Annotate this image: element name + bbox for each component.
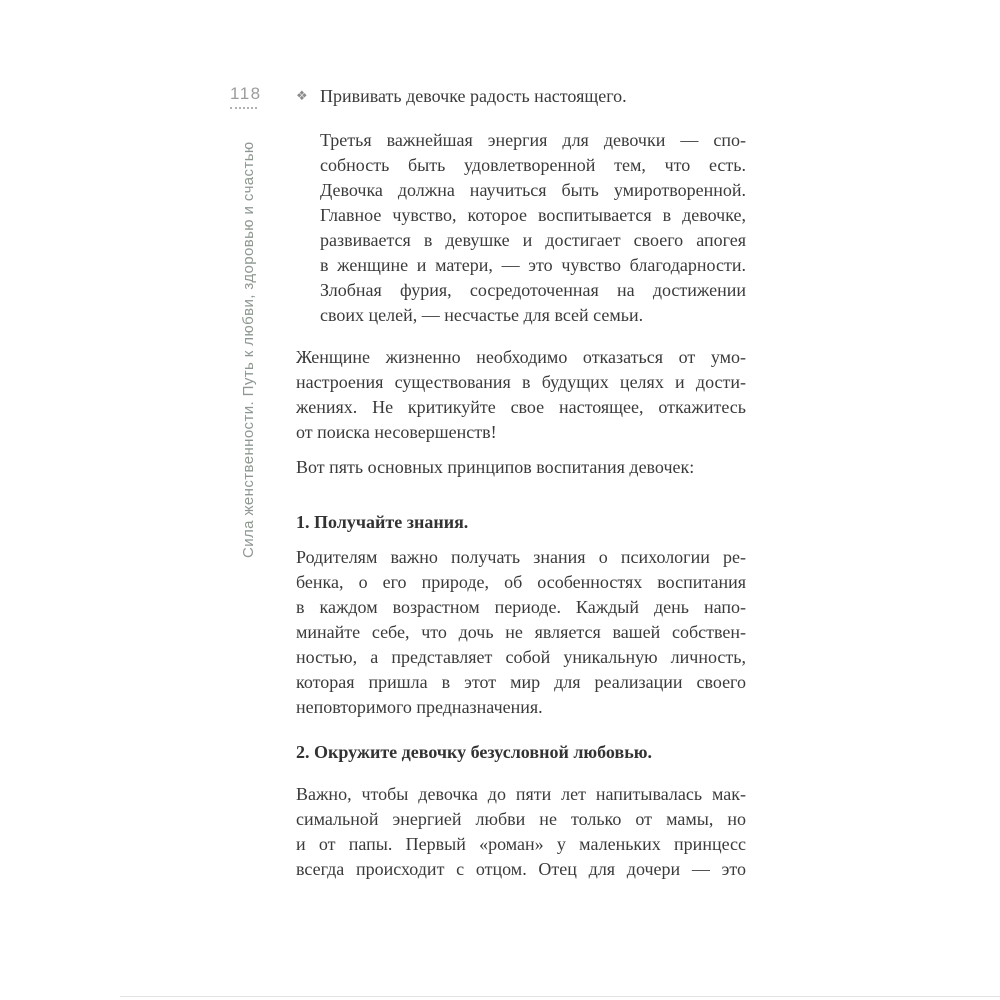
text-line: Важно, чтобы девочка до пяти лет напитывалась мак- [296,784,746,804]
text-line: неповторимого предназначения. [296,697,543,717]
text-line: минайте себе, что дочь не является вашей собствен- [296,622,746,642]
book-title-text: Сила женственности. Путь к любви, здоровью и счастью [240,141,257,558]
diamond-bullet-icon: ❖ [296,89,308,104]
list-item [296,84,746,109]
text-line: в каждом возрастном периоде. Каждый день напо- [296,597,746,617]
text-line: своих целей, — несчастье для всей семьи. [320,305,644,325]
paragraph-mindset [296,345,746,445]
paragraph-principle-2 [296,782,746,882]
text-line: симальной энергией любви не только от мамы, но [296,809,746,829]
page-number-block [230,84,262,109]
book-title-vertical [237,130,261,558]
text-column [296,84,746,882]
text-line: собность быть удовлетворенной тем, что есть. [320,155,746,175]
text-line: которая пришла в этот мир для реализации своего [296,672,746,692]
text-line: развивается в девушке и достигает своего апогея [320,230,746,250]
text-line: Злобная фурия, сосредоточенная на достижении [320,280,746,300]
page-number-dots [230,107,257,109]
text-line: Третья важнейшая энергия для девочки — спо- [320,130,746,150]
text-line: и от папы. Первый «роман» у маленьких принцесс [296,834,746,854]
text-line: в женщине и матери, — это чувство благодарности. [320,255,746,275]
page-bottom-edge [120,996,1000,997]
text-line: жениях. Не критикуйте свое настоящее, откажитесь [296,397,746,417]
principle-2-heading: 2. Окружите девочку безусловной любовью. [296,742,652,762]
text-line: Главное чувство, которое воспитывается в девочке, [320,205,746,225]
paragraph-principle-1 [296,545,746,720]
text-line: всегда происходит с отцом. Отец для дочери — это [296,859,746,879]
text-line: Девочка должна научиться быть умиротворенной. [320,180,746,200]
text-line: настроения существования в будущих целях и дости- [296,372,746,392]
text-line: бенка, о его природе, об особенностях воспитания [296,572,746,592]
list-item-text: Прививать девочке радость настоящего. [320,86,627,106]
text-line: от поиска несовершенств! [296,422,497,442]
quote-paragraph [320,128,746,328]
page-number: 118 [230,84,262,103]
text-line: Женщине жизненно необходимо отказаться от умо- [296,347,746,367]
text-line: ностью, а представляет собой уникальную личность, [296,647,746,667]
principle-1-heading: 1. Получайте знания. [296,512,469,532]
principles-intro-line: Вот пять основных принципов воспитания девочек: [296,457,695,477]
text-line: Родителям важно получать знания о психологии ре- [296,547,746,567]
